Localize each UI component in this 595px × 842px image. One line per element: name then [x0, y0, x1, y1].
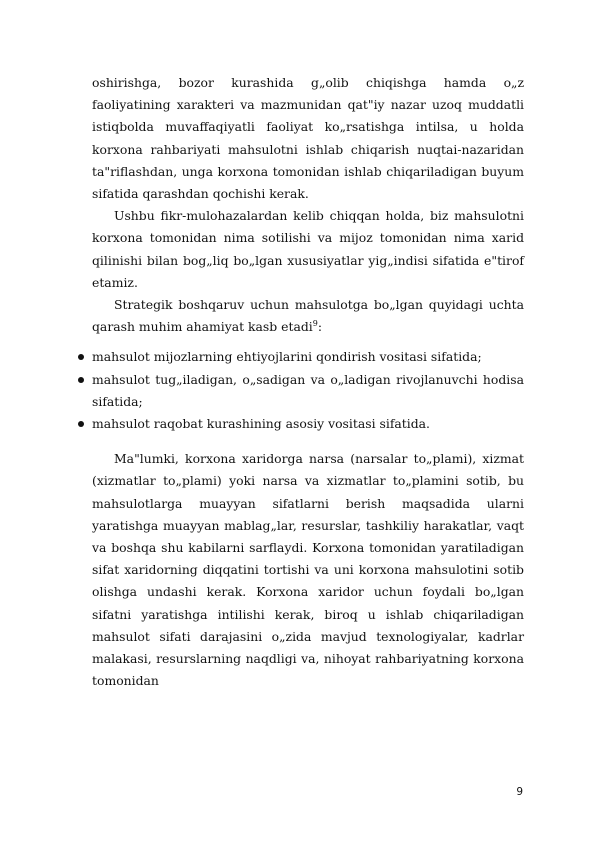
list-item [78, 413, 524, 435]
paragraph-3-text: Strategik boshqaruv uchun mahsulotga bo„lgan quyidagi uchta qarash muhim ahamiyat kasb etadi [92, 297, 524, 335]
paragraph-1: oshirishga, bozor kurashida g„olib chiqishga hamda o„z faoliyatining xarakteri va mazmunidan qat"iy nazar uzoq muddatli istiqbolda muvaffaqiyatli faoliyat ko„rsatishga intilsa, u holda korxona rahbariyati mahsulotni ishlab chiqarish nuqtai-nazaridan ta"riflashdan, unga korxona tomonidan ishlab chiqariladigan buyum sifatida qarashdan qochishi kerak. [92, 75, 524, 202]
list-item [78, 346, 524, 368]
bullet-icon [78, 421, 84, 427]
paragraph-3-end: : [317, 319, 323, 335]
list-item-text: mahsulot mijozlarning ehtiyojlarini qondirish vositasi sifatida; [92, 349, 482, 365]
page-number: 9 [516, 786, 523, 798]
list-item-text: mahsulot raqobat kurashining asosiy vositasi sifatida. [92, 416, 430, 432]
list-item-text: mahsulot tug„iladigan, o„sadigan va o„ladigan rivojlanuvchi hodisa sifatida; [92, 371, 524, 409]
footnote-reference: 9 [312, 319, 318, 329]
document-body [92, 72, 524, 692]
bullet-icon [78, 354, 84, 360]
paragraph-3 [92, 294, 524, 338]
paragraph-2: Ushbu fikr-mulohazalardan kelib chiqqan holda, biz mahsulotni korxona tomonidan nima sotilishi va mijoz tomonidan nima xarid qilinishi bilan bog„liq bo„lgan xususiyatlar yig„indisi sifatida e"tirof etamiz. [92, 208, 524, 290]
bullet-list [92, 346, 524, 435]
bullet-icon [78, 377, 84, 383]
paragraph-4: Ma"lumki, korxona xaridorga narsa (narsalar to„plami), xizmat (xizmatlar to„plami) yoki narsa va xizmatlar to„plamini sotib, bu mahsulotlarga muayyan sifatlarni berish maqsadida ularni yaratishga muayyan mablag„lar, resurslar, tashkiliy harakatlar, vaqt va boshqa shu kabilarni sarflaydi. Korxona tomonidan yaratiladigan sifat xaridorning diqqatini tortishi va uni korxona mahsulotini sotib olishga undashi kerak. Korxona xaridor uchun foydali bo„lgan sifatni yaratishga intilishi kerak, biroq u ishlab chiqariladigan mahsulot sifati darajasini o„zida mavjud texnologiyalar, kadrlar malakasi, resurslarning naqdligi va, nihoyat rahbariyatning korxona tomonidan [92, 451, 524, 689]
list-item [78, 369, 524, 413]
